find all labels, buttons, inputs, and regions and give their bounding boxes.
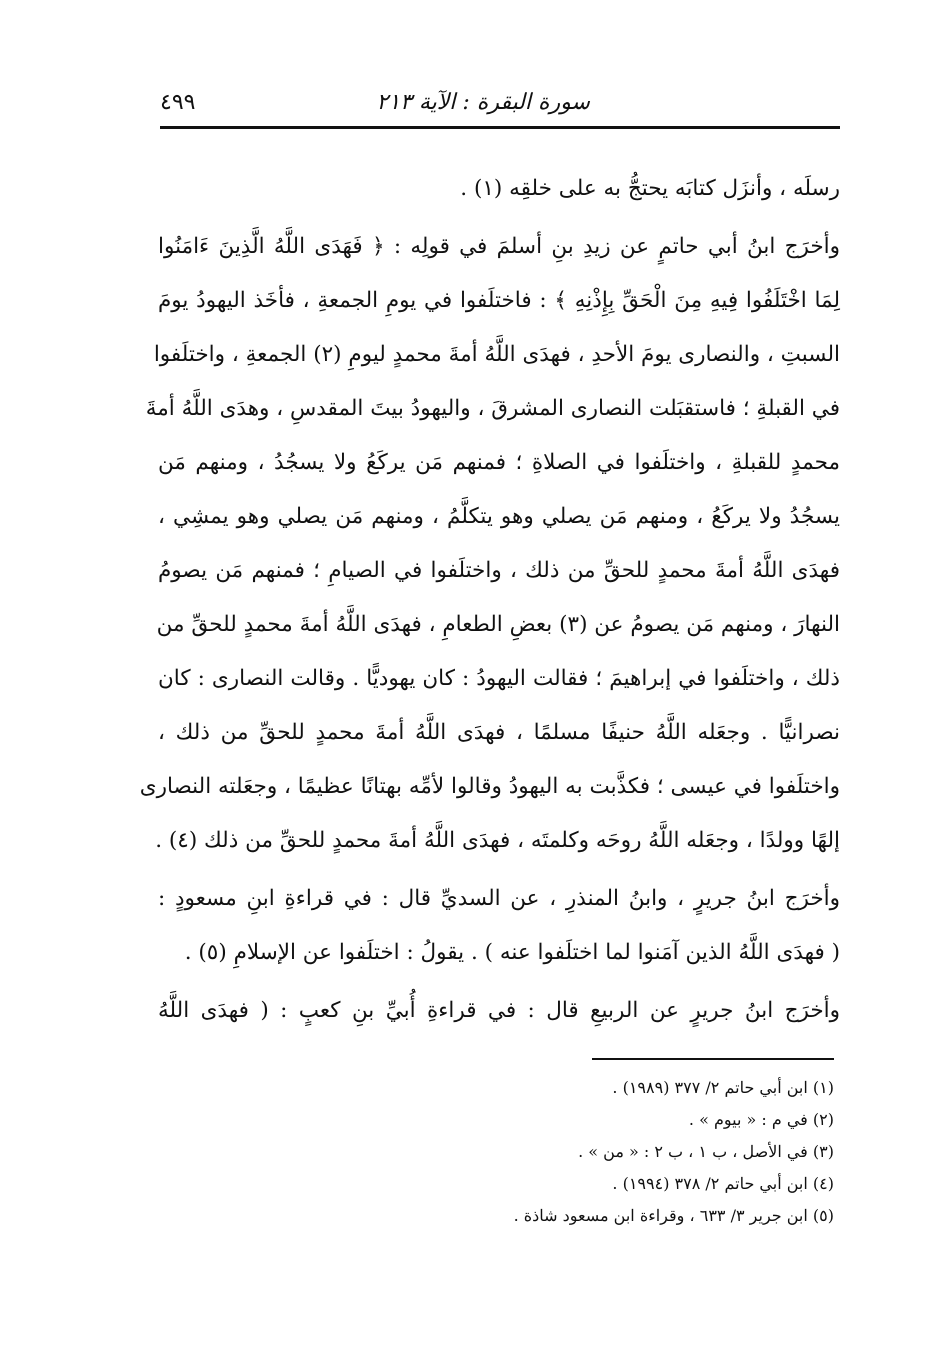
text-line: رسلَه ، وأنزَل كتابَه يحتجُّ به على خلقِه (١) . <box>460 176 840 201</box>
text-line: ذلك ، واختلَفوا في إبراهيمَ ؛ فقالت اليهودُ : كان يهوديًّا . وقالت النصارى : كان <box>158 666 840 691</box>
text-line: السبتِ ، والنصارى يومَ الأحدِ ، فهدَى اللَّهُ أمةَ محمدٍ ليومِ (٢) الجمعةِ ، واختلَفوا <box>153 342 840 367</box>
page-number: ٤٩٩ <box>160 90 196 115</box>
text-line: في القبلةِ ؛ فاستقبَلت النصارى المشرقَ ، واليهودُ بيتَ المقدسِ ، وهدَى اللَّهُ أمةَ <box>145 396 840 421</box>
paragraph-2 <box>139 220 840 868</box>
surah-title: سورة البقرة : الآية ٢١٣ <box>376 90 590 115</box>
text-line: وأخرَج ابنُ جريرٍ عن الربيعِ قال : في قراءةِ أُبيِّ بنِ كعبٍ : ( فهدَى اللَّهُ <box>158 998 840 1023</box>
text-line: فهدَى اللَّهُ أمةَ محمدٍ للحقِّ من ذلك ، واختلَفوا في الصيامِ ؛ فمنهم مَن يصومُ <box>158 558 840 583</box>
paragraph-4 <box>158 984 840 1038</box>
text-line: إلهًا وولدًا ، وجعَله اللَّهُ روحَه وكلمتَه ، فهدَى اللَّهُ أمةَ محمدٍ للحقِّ من ذلك (٤) . <box>155 828 840 853</box>
text-line: ( فهدَى اللَّهُ الذين آمَنوا لما اختلَفوا عنه ) . يقولُ : اختلَفوا عن الإسلامِ (٥) . <box>184 940 840 965</box>
page-header <box>160 84 840 124</box>
text-line: واختلَفوا في عيسى ؛ فكذَّبت به اليهودُ وقالوا لأمِّه بهتانًا عظيمًا ، وجعَلته النصارى <box>139 774 840 799</box>
header-divider <box>160 126 840 129</box>
footnote-3: (٣) في الأصل ، ب ١ ، ب ٢ : « من » . <box>578 1142 834 1161</box>
text-line: النهارَ ، ومنهم مَن يصومُ عن (٣) بعضِ الطعامِ ، فهدَى اللَّهُ أمةَ محمدٍ للحقِّ من <box>156 612 840 637</box>
main-text <box>139 162 840 1042</box>
footnote-5: (٥) ابن جرير ٣/ ٦٣٣ ، وقراءة ابن مسعود شاذة . <box>513 1206 834 1225</box>
footnotes <box>300 1072 834 1232</box>
paragraph-3 <box>158 872 840 980</box>
paragraph-1 <box>158 162 840 216</box>
text-line: محمدٍ للقبلةِ ، واختلَفوا في الصلاةِ ؛ فمنهم مَن يركَعُ ولا يسجُدُ ، ومنهم مَن <box>158 450 840 475</box>
text-line: وأخرَج ابنُ أبي حاتمٍ عن زيدِ بنِ أسلمَ في قولِه : ﴿ فَهَدَى اللَّهُ الَّذِينَ ءَامَنُوا <box>158 234 840 259</box>
footnote-4: (٤) ابن أبي حاتم ٢/ ٣٧٨ (١٩٩٤) . <box>612 1174 834 1193</box>
text-line: يسجُدُ ولا يركَعُ ، ومنهم مَن يصلي وهو يتكلَّمُ ، ومنهم مَن يصلي وهو يمشِي ، <box>158 504 840 529</box>
footnote-divider <box>592 1058 834 1060</box>
footnote-2: (٢) في م : « بيوم » . <box>688 1110 834 1129</box>
text-line: وأخرَج ابنُ جريرٍ ، وابنُ المنذرِ ، عن السديِّ قال : في قراءةِ ابنِ مسعودٍ : <box>158 886 840 911</box>
text-line: لِمَا اخْتَلَفُوا فِيهِ مِنَ الْحَقِّ بِإِذْنِهِ ﴾ : فاختلَفوا في يومِ الجمعةِ ، فأخَذ اليهودُ يومَ <box>158 288 840 313</box>
text-line: نصرانيًّا . وجعَله اللَّهُ حنيفًا مسلمًا ، فهدَى اللَّهُ أمةَ محمدٍ للحقِّ من ذلك ، <box>158 720 840 745</box>
footnote-1: (١) ابن أبي حاتم ٢/ ٣٧٧ (١٩٨٩) . <box>612 1078 834 1097</box>
